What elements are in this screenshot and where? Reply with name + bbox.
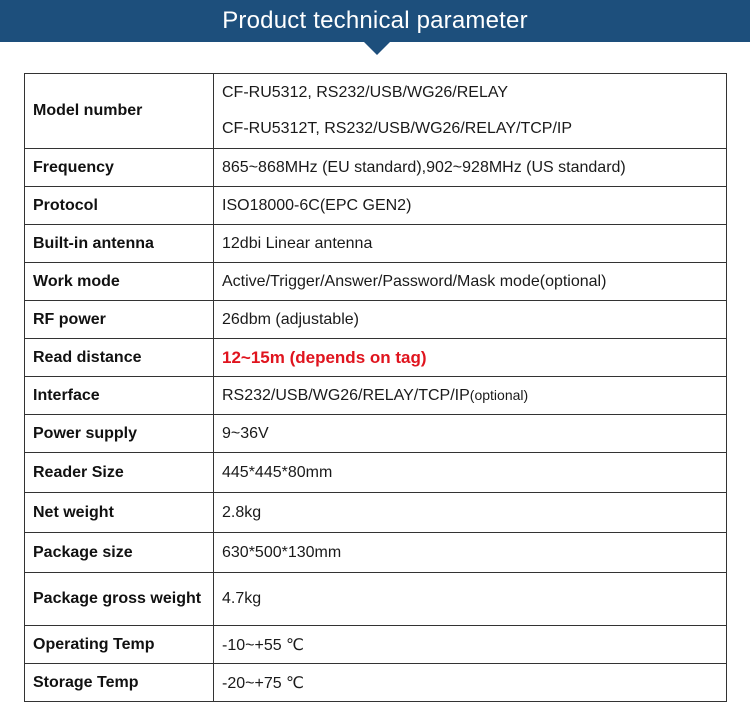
row-value: 9~36V bbox=[214, 415, 727, 453]
header-banner bbox=[0, 0, 750, 42]
table-row bbox=[25, 493, 727, 533]
table-row bbox=[25, 664, 727, 702]
model-line: CF-RU5312, RS232/USB/WG26/RELAY bbox=[222, 84, 509, 101]
row-value bbox=[214, 377, 727, 415]
row-label: Interface bbox=[25, 377, 214, 415]
row-value: -10~+55 ℃ bbox=[214, 626, 727, 664]
row-value: 865~868MHz (EU standard),902~928MHz (US standard) bbox=[214, 149, 727, 187]
table-row bbox=[25, 225, 727, 263]
model-line: CF-RU5312T, RS232/USB/WG26/RELAY/TCP/IP bbox=[222, 120, 573, 137]
table-row bbox=[25, 301, 727, 339]
row-value: Active/Trigger/Answer/Password/Mask mode(optional) bbox=[214, 263, 727, 301]
row-label: Work mode bbox=[25, 263, 214, 301]
row-label: Operating Temp bbox=[25, 626, 214, 664]
table-row bbox=[25, 377, 727, 415]
row-label: Power supply bbox=[25, 415, 214, 453]
row-value: 12dbi Linear antenna bbox=[214, 225, 727, 263]
row-label: Net weight bbox=[25, 493, 214, 533]
row-label: RF power bbox=[25, 301, 214, 339]
row-value: 2.8kg bbox=[214, 493, 727, 533]
row-label: Model number bbox=[25, 74, 214, 149]
interface-note: (optional) bbox=[469, 386, 529, 403]
banner-pointer bbox=[364, 42, 390, 55]
row-label: Frequency bbox=[25, 149, 214, 187]
row-value: 445*445*80mm bbox=[214, 453, 727, 493]
row-label: Read distance bbox=[25, 339, 214, 377]
table-row bbox=[25, 453, 727, 493]
read-distance-value: 12~15m (depends on tag) bbox=[214, 339, 727, 377]
table-row bbox=[25, 74, 727, 149]
table-row bbox=[25, 187, 727, 225]
row-value: 26dbm (adjustable) bbox=[214, 301, 727, 339]
row-label: Package gross weight bbox=[25, 573, 214, 626]
table-row bbox=[25, 573, 727, 626]
row-value: -20~+75 ℃ bbox=[214, 664, 727, 702]
table-row bbox=[25, 415, 727, 453]
row-label: Built-in antenna bbox=[25, 225, 214, 263]
row-value: 4.7kg bbox=[214, 573, 727, 626]
table-row bbox=[25, 339, 727, 377]
table-row bbox=[25, 533, 727, 573]
row-label: Storage Temp bbox=[25, 664, 214, 702]
table-row bbox=[25, 626, 727, 664]
table-row bbox=[25, 149, 727, 187]
row-label: Protocol bbox=[25, 187, 214, 225]
row-label: Package size bbox=[25, 533, 214, 573]
page-title: Product technical parameter bbox=[222, 7, 528, 34]
row-value bbox=[214, 74, 727, 149]
row-value: ISO18000-6C(EPC GEN2) bbox=[214, 187, 727, 225]
table-row bbox=[25, 263, 727, 301]
spec-table bbox=[24, 73, 727, 702]
row-label: Reader Size bbox=[25, 453, 214, 493]
interface-value: RS232/USB/WG26/RELAY/TCP/IP bbox=[222, 386, 470, 404]
row-value: 630*500*130mm bbox=[214, 533, 727, 573]
